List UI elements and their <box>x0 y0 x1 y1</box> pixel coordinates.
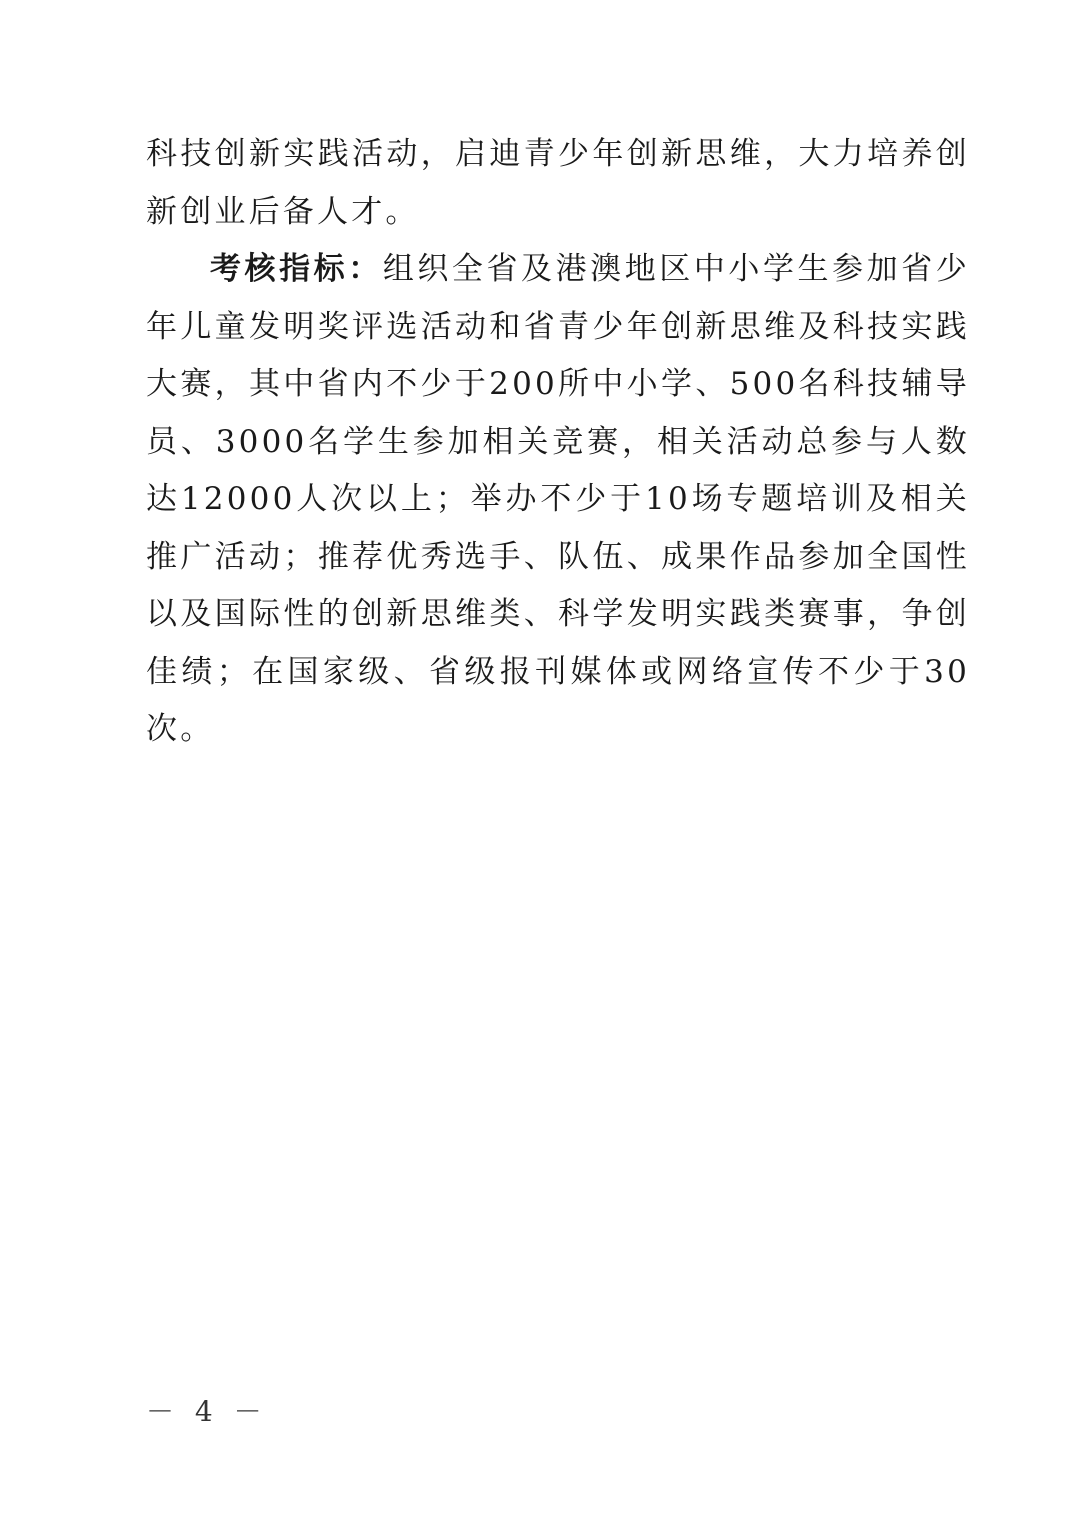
paragraph-text: 组织全省及港澳地区中小学生参加省少年儿童发明奖评选活动和省青少年创新思维及科技实践大赛，其中省内不少于200所中小学、500名科技辅导员、3000名学生参加相关竞赛，相关活动总参与人数达12000人次以上；举办不少于10场专题培训及相关推广活动；推荐优秀选手、队伍、成果作品参加全国性以及国际性的创新思维类、科学发明实践类赛事，争创佳绩；在国家级、省级报刊媒体或网络宣传不少于30次。 <box>146 251 970 747</box>
paragraph-continuation <box>146 126 970 241</box>
paragraph-text: 科技创新实践活动，启迪青少年创新思维，大力培养创新创业后备人才。 <box>146 136 970 230</box>
page-number: － 4 － <box>146 1395 268 1428</box>
paragraph-assessment-indicators <box>146 241 970 759</box>
body-text <box>146 126 970 759</box>
assessment-label: 考核指标： <box>210 251 383 287</box>
